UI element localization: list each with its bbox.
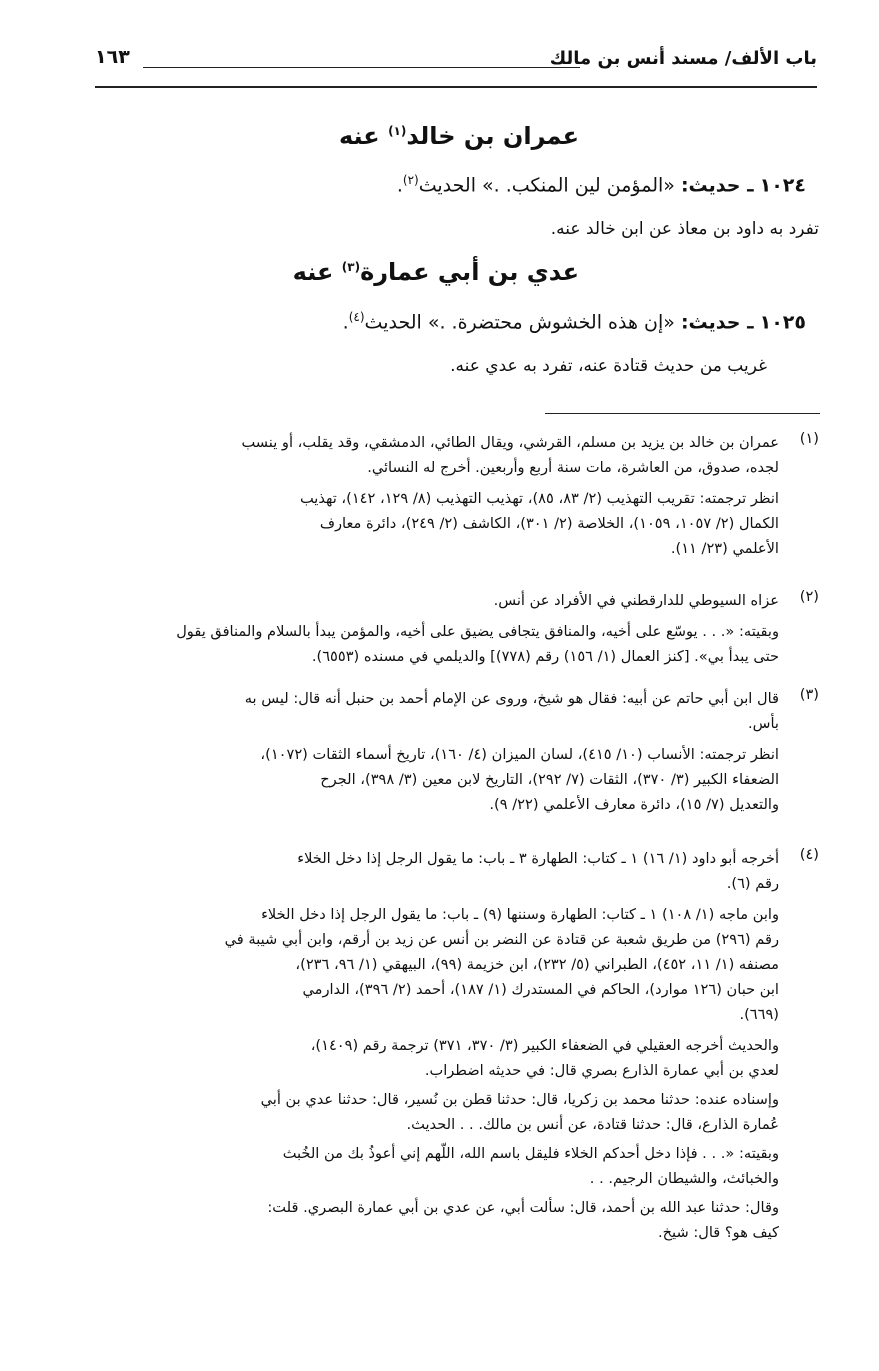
footnote-line: ابن حبان (١٢٦ موارد)، الحاكم في المستدرك (١/ ١٨٧)، أحمد (٢/ ٣٩٦)، الدارمي xyxy=(302,981,779,998)
footnote-line: والخبائث، والشيطان الرجيم. . . xyxy=(589,1170,779,1187)
footnote-number: (٤) xyxy=(799,846,819,863)
note-1024: تفرد به داود بن معاذ عن ابن خالد عنه. xyxy=(550,219,819,239)
footnote-line: عمران بن خالد بن يزيد بن مسلم، القرشي، ويقال الطائي، الدمشقي، وقد يقلب، أو ينسب xyxy=(241,434,779,451)
footnote-line: الكمال (٢/ ١٠٥٧، ١٠٥٩)، الخلاصة (٢/ ٣٠١)، الكاشف (٢/ ٢٤٩)، دائرة معارف xyxy=(319,515,779,532)
running-header-title: باب الألف/ مسند أنس بن مالك xyxy=(549,48,817,69)
footnote-number: (١) xyxy=(799,430,819,447)
footnote-line: عزاه السيوطي للدارقطني في الأفراد عن أنس. xyxy=(493,592,779,609)
hadith-1024: ١٠٢٤ ـ حديث: «المؤمن لين المنكب. .» الحديث$^{(٢)}$. xyxy=(396,173,806,197)
note-1025: غريب من حديث قتادة عنه، تفرد به عدي عنه. xyxy=(450,356,767,376)
footnote-line: رقم (٦). xyxy=(726,875,779,892)
header-dash-line xyxy=(143,67,580,68)
footnote-line: وبقيته: «. . . فإذا دخل أحدكم الخلاء فليقل باسم الله، اللّهم إني أعوذُ بك من الخُبث xyxy=(282,1145,779,1162)
footnote-line: قال ابن أبي حاتم عن أبيه: فقال هو شيخ، وروى عن الإمام أحمد بن حنبل أنه قال: ليس به xyxy=(244,690,779,707)
footnote-line: وبقيته: «. . . يوسّع على أخيه، والمنافق يتجافى يضيق على أخيه، والمؤمن يبدأ بالسلام والمنافق يقول xyxy=(176,623,779,640)
section-title-adi: عدي بن أبي عمارة$^{(٣)}$ عنه xyxy=(292,258,579,286)
footnote-4 xyxy=(95,846,779,1245)
footnote-line: لجده، صدوق، من العاشرة، مات سنة أربع وأربعين. أخرج له النسائي. xyxy=(367,459,779,476)
footnote-line: رقم (٢٩٦) من طريق شعبة عن قتادة عن النضر بن أنس عن زيد بن أرقم، وابن أبي شيبة في xyxy=(224,931,779,948)
footnote-3 xyxy=(95,686,779,817)
footnote-line: انظر ترجمته: الأنساب (١٠/ ٤١٥)، لسان الميزان (٤/ ١٦٠)، تاريخ أسماء الثقات (١٠٧٢)، xyxy=(260,746,779,763)
footnote-line: كيف هو؟ قال: شيخ. xyxy=(658,1224,779,1241)
footnote-line: والتعديل (٧/ ١٥)، دائرة معارف الأعلمي (٢٢/ ٩). xyxy=(489,796,779,813)
footnote-number: (٣) xyxy=(799,686,819,703)
footnote-line: لعدي بن أبي عمارة الذارع بصري قال: في حديثه اضطراب. xyxy=(424,1062,779,1079)
footnote-2 xyxy=(95,588,779,669)
footnote-line: وقال: حدثنا عبد الله بن أحمد، قال: سألت أبي، عن عدي بن أبي عمارة البصري. قلت: xyxy=(267,1199,779,1216)
page-number: ١٦٣ xyxy=(95,46,130,68)
header-rule xyxy=(95,86,817,88)
footnote-line: بأس. xyxy=(748,715,779,732)
hadith-1025: ١٠٢٥ ـ حديث: «إن هذه الخشوش محتضرة. .» الحديث$^{(٤)}$. xyxy=(342,310,806,334)
footnote-number: (٢) xyxy=(799,588,819,605)
footnote-line: مصنفه (١/ ١١، ٤٥٢)، الطبراني (٥/ ٢٣٢)، ابن خزيمة (٩٩)، البيهقي (١/ ٩٦، ٢٣٦)، xyxy=(295,956,779,973)
footnote-line: وإسناده عنده: حدثنا محمد بن زكريا، قال: حدثنا قطن بن نُسير، قال: حدثنا عدي بن أبي xyxy=(260,1091,779,1108)
footnote-line: وابن ماجه (١/ ١٠٨) ١ ـ كتاب: الطهارة وسننها (٩) ـ باب: ما يقول الرجل إذا دخل الخلاء xyxy=(261,906,779,923)
footnote-line: أخرجه أبو داود (١/ ١٦) ١ ـ كتاب: الطهارة ٣ ـ باب: ما يقول الرجل إذا دخل الخلاء xyxy=(297,850,779,867)
section-title-imran: عمران بن خالد$^{(١)}$ عنه xyxy=(338,122,579,150)
footnote-separator xyxy=(545,413,820,414)
footnote-line: الأعلمي (٢٣/ ١١). xyxy=(670,540,779,557)
footnote-line: عُمارة الذارع، قال: حدثنا قتادة، عن أنس بن مالك. . . الحديث. xyxy=(406,1116,779,1133)
footnote-line: حتى يبدأ بي». [كنز العمال (١/ ١٥٦) رقم (٧٧٨)] والديلمي في مسنده (٦٥٥٣). xyxy=(311,648,779,665)
footnote-line: انظر ترجمته: تقريب التهذيب (٢/ ٨٣، ٨٥)، تهذيب التهذيب (٨/ ١٢٩، ١٤٢)، تهذيب xyxy=(299,490,779,507)
footnote-line: الضعفاء الكبير (٣/ ٣٧٠)، الثقات (٧/ ٢٩٢)، التاريخ لابن معين (٣/ ٣٩٨)، الجرح xyxy=(320,771,779,788)
footnote-line: والحديث أخرجه العقيلي في الضعفاء الكبير (٣/ ٣٧٠، ٣٧١) ترجمة رقم (١٤٠٩)، xyxy=(310,1037,779,1054)
footnote-1 xyxy=(95,430,779,561)
footnote-line: (٦٦٩). xyxy=(739,1006,779,1023)
